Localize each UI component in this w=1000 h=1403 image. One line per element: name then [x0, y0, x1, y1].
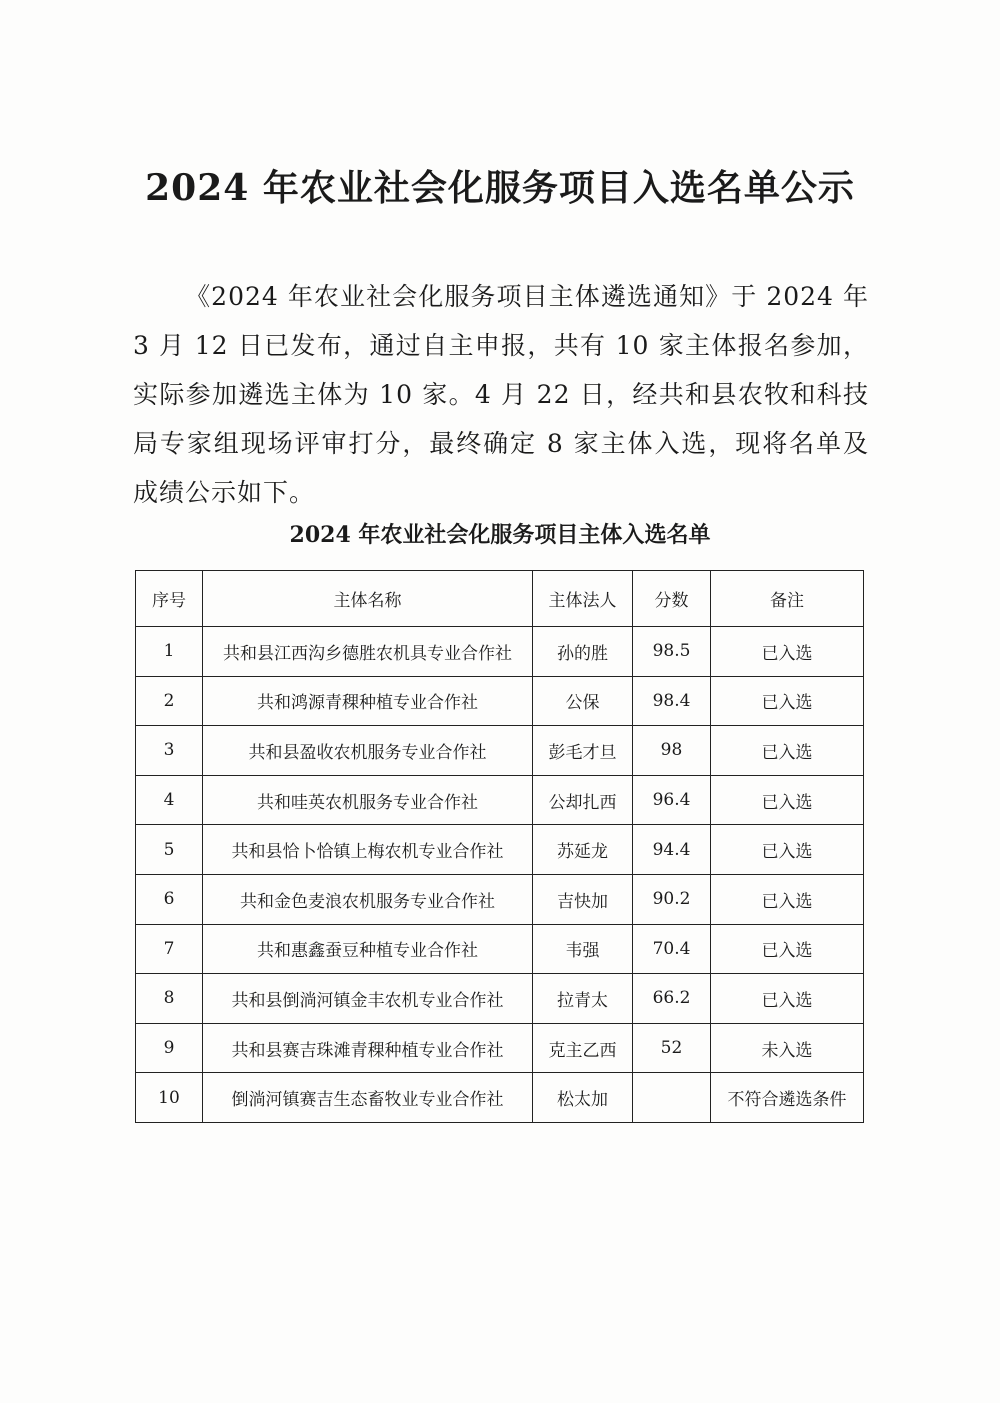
cell-legal-person: 松太加 [533, 1073, 633, 1123]
cell-entity-name: 共和县恰卜恰镇上梅农机专业合作社 [203, 825, 533, 875]
cell-entity-name: 倒淌河镇赛吉生态畜牧业专业合作社 [203, 1073, 533, 1123]
table-header-row [136, 571, 864, 627]
cell-legal-person: 韦强 [533, 924, 633, 974]
table-row [136, 974, 864, 1024]
cell-score: 90.2 [633, 874, 711, 924]
cell-entity-name: 共和县盈收农机服务专业合作社 [203, 726, 533, 776]
cell-remark: 已入选 [711, 676, 864, 726]
cell-entity-name: 共和金色麦浪农机服务专业合作社 [203, 874, 533, 924]
header-index: 序号 [136, 571, 203, 627]
cell-remark: 未入选 [711, 1023, 864, 1073]
cell-index: 5 [136, 825, 203, 875]
cell-index: 7 [136, 924, 203, 974]
table-row [136, 775, 864, 825]
cell-score: 52 [633, 1023, 711, 1073]
cell-index: 2 [136, 676, 203, 726]
header-remark: 备注 [711, 571, 864, 627]
cell-remark: 已入选 [711, 974, 864, 1024]
cell-entity-name: 共和鸿源青稞种植专业合作社 [203, 676, 533, 726]
cell-entity-name: 共和县江西沟乡德胜农机具专业合作社 [203, 627, 533, 677]
cell-index: 10 [136, 1073, 203, 1123]
cell-legal-person: 克主乙西 [533, 1023, 633, 1073]
cell-index: 9 [136, 1023, 203, 1073]
header-entity-name: 主体名称 [203, 571, 533, 627]
cell-score: 96.4 [633, 775, 711, 825]
cell-index: 8 [136, 974, 203, 1024]
cell-remark: 不符合遴选条件 [711, 1073, 864, 1123]
table-row [136, 924, 864, 974]
cell-legal-person: 孙的胜 [533, 627, 633, 677]
cell-index: 1 [136, 627, 203, 677]
selection-table [135, 570, 864, 1123]
cell-score [633, 1073, 711, 1123]
table-row [136, 1073, 864, 1123]
table-row [136, 874, 864, 924]
header-score: 分数 [633, 571, 711, 627]
table-row [136, 825, 864, 875]
cell-index: 6 [136, 874, 203, 924]
cell-remark: 已入选 [711, 627, 864, 677]
cell-remark: 已入选 [711, 726, 864, 776]
document-title: 2024 年农业社会化服务项目入选名单公示 [145, 167, 855, 209]
cell-legal-person: 苏延龙 [533, 825, 633, 875]
cell-entity-name: 共和惠鑫蚕豆种植专业合作社 [203, 924, 533, 974]
cell-score: 98 [633, 726, 711, 776]
cell-remark: 已入选 [711, 775, 864, 825]
cell-legal-person: 公保 [533, 676, 633, 726]
cell-legal-person: 吉快加 [533, 874, 633, 924]
cell-remark: 已入选 [711, 874, 864, 924]
cell-legal-person: 彭毛才旦 [533, 726, 633, 776]
cell-score: 98.5 [633, 627, 711, 677]
cell-remark: 已入选 [711, 825, 864, 875]
cell-score: 98.4 [633, 676, 711, 726]
intro-paragraph-text: 《2024 年农业社会化服务项目主体遴选通知》于 2024 年 3 月 12 日已发布，通过自主申报，共有 10 家主体报名参加，实际参加遴选主体为 10 家。4 月 22 日，经共和县农牧和科技局专家组现场评审打分，最终确定 8 家主体入选，现将名单及成绩公示如下。 [133, 282, 869, 507]
cell-score: 66.2 [633, 974, 711, 1024]
cell-score: 70.4 [633, 924, 711, 974]
cell-legal-person: 拉青太 [533, 974, 633, 1024]
table-title: 2024 年农业社会化服务项目主体入选名单 [289, 522, 711, 548]
cell-entity-name: 共和县倒淌河镇金丰农机专业合作社 [203, 974, 533, 1024]
table-row [136, 726, 864, 776]
table-row [136, 627, 864, 677]
cell-score: 94.4 [633, 825, 711, 875]
cell-index: 3 [136, 726, 203, 776]
cell-entity-name: 共和哇英农机服务专业合作社 [203, 775, 533, 825]
table-row [136, 676, 864, 726]
cell-legal-person: 公却扎西 [533, 775, 633, 825]
cell-index: 4 [136, 775, 203, 825]
header-legal-person: 主体法人 [533, 571, 633, 627]
intro-paragraph [133, 272, 869, 517]
cell-remark: 已入选 [711, 924, 864, 974]
table-row [136, 1023, 864, 1073]
cell-entity-name: 共和县赛吉珠滩青稞种植专业合作社 [203, 1023, 533, 1073]
